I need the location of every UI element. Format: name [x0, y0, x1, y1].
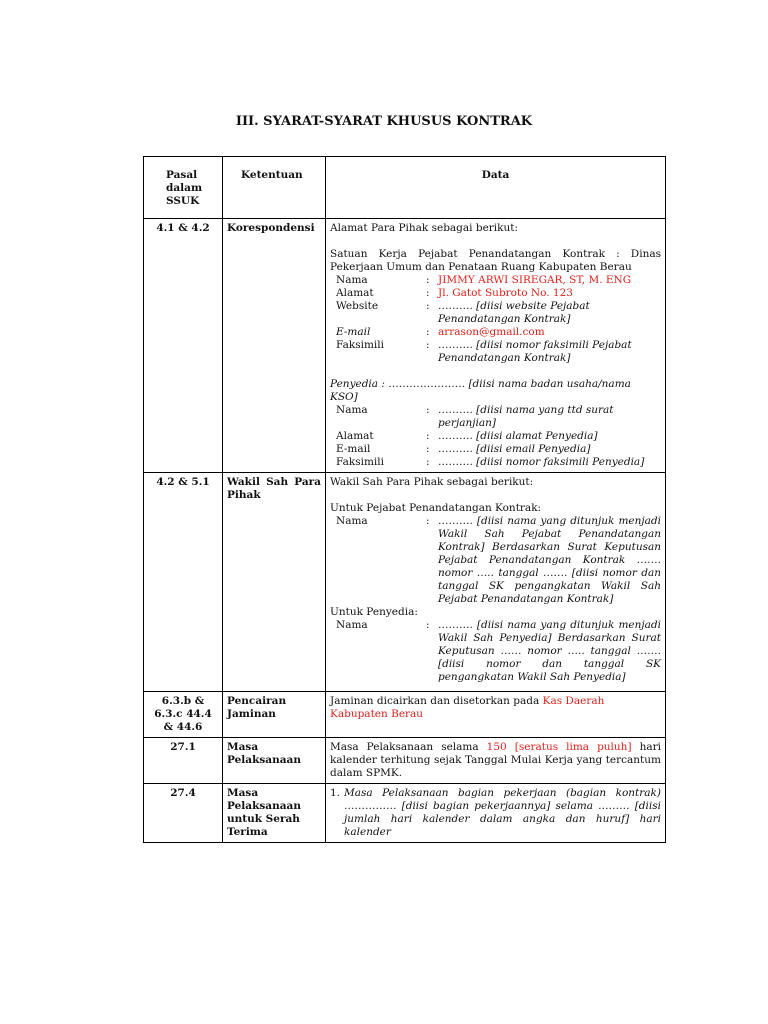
field-value: ………. [diisi nama yang ttd surat perjanjian]	[438, 404, 614, 429]
table-row	[144, 219, 666, 473]
page-title: III. SYARAT-SYARAT KHUSUS KONTRAK	[235, 114, 533, 129]
masa-duration: 150 [seratus lima puluh]	[486, 741, 632, 753]
untuk-pejabat: Untuk Pejabat Penandatangan Kontrak:	[330, 502, 542, 514]
ketentuan-cell: Masa Pelaksanaan untuk Serah Terima	[223, 784, 326, 843]
field-label: E-mail	[336, 326, 371, 338]
table-row	[144, 473, 666, 692]
field-label: Nama	[336, 404, 368, 416]
masa-text-a: Masa Pelaksanaan selama	[330, 741, 479, 753]
field-value: JIMMY ARWI SIREGAR, ST, M. ENG	[438, 274, 632, 286]
field-value: ………. [diisi email Penyedia]	[438, 443, 591, 455]
data-cell	[326, 738, 666, 784]
field-label: Nama	[336, 619, 368, 631]
data-cell	[326, 784, 666, 843]
field-value: ………. [diisi nama yang ditunjuk menjadi Wakil Sah Pejabat Penandatangan Kontrak] Berdasarkan Surat Keputusan Pejabat Penandatangan Kontrak ……. nomor ….. tanggal ……. [diisi nomor dan tanggal SK pengangkatan Wakil Sah Pejabat Penandatangan Kontrak]	[438, 515, 661, 605]
row2-intro: Wakil Sah Para Pihak sebagai berikut:	[330, 476, 534, 488]
field-label: Nama	[336, 274, 368, 286]
pasal-cell: 27.1	[144, 738, 223, 784]
kas-daerah-text: Kas Daerah Kabupaten Berau	[330, 695, 605, 720]
data-cell	[326, 692, 666, 738]
contract-table	[143, 156, 666, 843]
table-row	[144, 738, 666, 784]
field-label: Nama	[336, 515, 368, 527]
penyedia-fields: Nama : ………. [diisi nama yang ttd surat perjanjian] Alamat : ………. [diisi alamat Penyedia] E-mail : ………. [diisi email Penyedia] Faksimili : ………. [diisi nomor faksimili Penyedia]	[330, 404, 661, 469]
table-row	[144, 784, 666, 843]
data-cell	[326, 219, 666, 473]
field-value: ………. [diisi nomor faksimili Pejabat Penandatangan Kontrak]	[438, 339, 632, 364]
header-ketentuan: Ketentuan	[223, 157, 326, 219]
untuk-penyedia: Untuk Penyedia:	[330, 606, 418, 618]
field-label: Website	[336, 300, 379, 312]
list-number: 1.	[330, 787, 341, 799]
field-label: Faksimili	[336, 456, 384, 468]
list-item	[330, 787, 661, 839]
ketentuan-cell: Masa Pelaksanaan	[223, 738, 326, 784]
field-value: arrason@gmail.com	[438, 326, 545, 338]
wakil-pejabat-fields: Nama : ………. [diisi nama yang ditunjuk menjadi Wakil Sah Pejabat Penandatangan Kontrak] Berdasarkan Surat Keputusan Pejabat Penandatangan Kontrak ……. nomor ….. tanggal ……. [diisi nomor dan tanggal SK pengangkatan Wakil Sah Pejabat Penandatangan Kontrak]	[336, 515, 661, 605]
field-value: ………. [diisi alamat Penyedia]	[438, 430, 598, 442]
field-value: ………. [diisi nama yang ditunjuk menjadi Wakil Sah Penyedia] Berdasarkan Surat Keputusan …… nomor ….. tanggal ……. [diisi nomor dan tanggal SK pengangkatan Wakil Sah Penyedia]	[438, 619, 661, 683]
header-data: Data	[326, 157, 666, 219]
field-label: E-mail	[336, 443, 371, 455]
data-cell	[326, 473, 666, 692]
field-label: Alamat	[336, 430, 374, 442]
header-pasal: Pasal dalam SSUK	[144, 157, 223, 219]
field-value: ………. [diisi website Pejabat Penandatangan Kontrak]	[438, 300, 590, 325]
field-value: ………. [diisi nomor faksimili Penyedia]	[438, 456, 645, 468]
pencairan-text: Jaminan dicairkan dan disetorkan pada	[330, 695, 540, 707]
table-row	[144, 692, 666, 738]
satuan-kerja: Satuan Kerja Pejabat Penandatangan Kontrak : Dinas Pekerjaan Umum dan Penataan Ruang Kabupaten Berau	[330, 248, 661, 273]
pasal-cell: 4.2 & 5.1	[144, 473, 223, 692]
pasal-cell: 4.1 & 4.2	[144, 219, 223, 473]
field-value: Jl. Gatot Subroto No. 123	[438, 287, 573, 299]
wakil-penyedia-fields: Nama : ………. [diisi nama yang ditunjuk menjadi Wakil Sah Penyedia] Berdasarkan Surat Keputusan …… nomor ….. tanggal ……. [diisi nomor dan tanggal SK pengangkatan Wakil Sah Penyedia]	[336, 619, 661, 683]
pasal-cell: 6.3.b & 6.3.c 44.4 & 44.6	[144, 692, 223, 738]
row1-intro: Alamat Para Pihak sebagai berikut:	[330, 222, 519, 234]
penyedia-line: Penyedia : …………………. [diisi nama badan usaha/nama KSO]	[330, 378, 631, 403]
masa-text-b: hari kalender terhitung sejak Tanggal Mulai Kerja yang tercantum dalam SPMK.	[330, 741, 661, 779]
table-header-row	[144, 157, 666, 219]
field-label: Faksimili	[336, 339, 384, 351]
ketentuan-cell: Pencairan Jaminan	[223, 692, 326, 738]
list-text: Masa Pelaksanaan bagian pekerjaan (bagian kontrak) …………… [diisi bagian pekerjaannya] selama ……… [diisi jumlah hari kalender dalam angka dan huruf] hari kalender	[344, 787, 661, 838]
field-label: Alamat	[336, 287, 374, 299]
pasal-cell: 27.4	[144, 784, 223, 843]
ketentuan-cell: Korespondensi	[223, 219, 326, 473]
ketentuan-cell: Wakil Sah Para Pihak	[223, 473, 326, 692]
pejabat-fields: Nama : JIMMY ARWI SIREGAR, ST, M. ENG Alamat : Jl. Gatot Subroto No. 123 Website : ………. [diisi website Pejabat Penandatangan Kontrak] E-mail : arrason@gmail.com Faksimili : ………. [diisi nomor faksimili Pejabat Penandatangan Kontrak]	[330, 274, 661, 365]
